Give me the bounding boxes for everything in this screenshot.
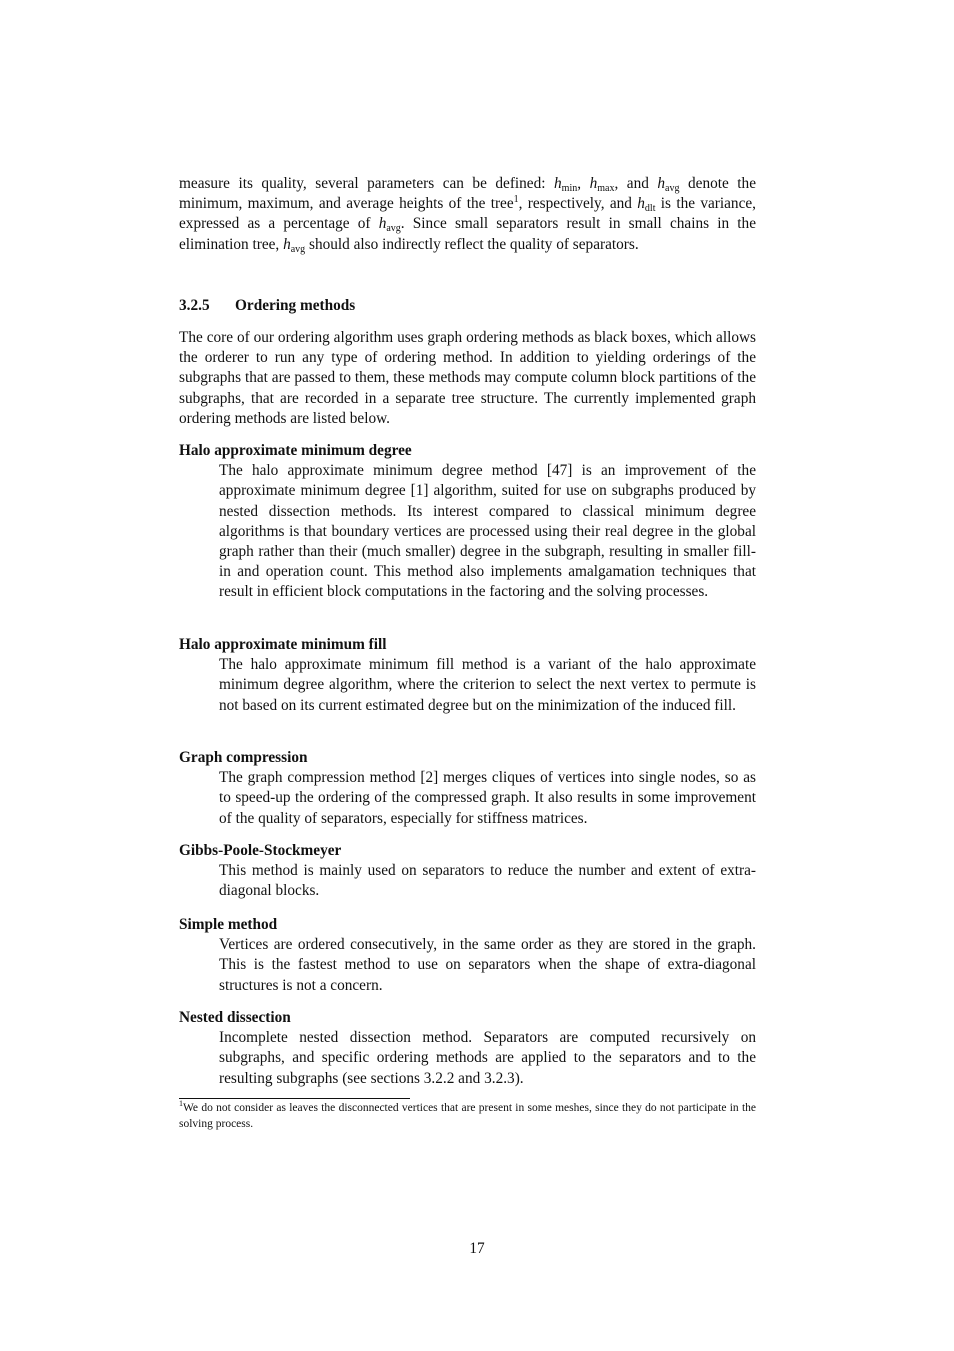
section-number: 3.2.5 xyxy=(179,297,210,314)
method-graph-compression xyxy=(179,748,756,829)
footnote-mark: 1 xyxy=(179,1099,183,1109)
method-term: Nested dissection xyxy=(179,1009,291,1026)
method-description: The graph compression method [2] merges cliques of vertices into single nodes, so as to speed-up the ordering of the compressed graph. It also results in some improvement of the quality of separators, especially for stiffness matrices. xyxy=(219,769,756,827)
intro-paragraph xyxy=(179,174,756,255)
method-term: Graph compression xyxy=(179,749,308,766)
method-term: Halo approximate minimum degree xyxy=(179,442,412,459)
method-description: The halo approximate minimum degree method [47] is an improvement of the approximate minimum degree [1] algorithm, suited for use on subgraphs produced by nested dissection methods. Its interest compared to classical minimum degree algorithms is that boundary vertices are processed using their real degree in the global graph rather than their (much smaller) degree in the subgraph, resulting in smaller fill-in and operation count. This method also implements amalgamation techniques that result in efficient block computations in the factoring and the solving processes. xyxy=(219,462,756,601)
method-description: This method is mainly used on separators to reduce the number and extent of extra-diagonal blocks. xyxy=(219,862,756,900)
method-description: Vertices are ordered consecutively, in the same order as they are stored in the graph. This is the fastest method to use on separators when the shape of extra-diagonal structures is not a concern. xyxy=(219,936,756,994)
section-body xyxy=(179,328,756,429)
section-heading xyxy=(179,297,355,315)
method-term: Halo approximate minimum fill xyxy=(179,636,387,653)
method-halo-amd xyxy=(179,441,756,603)
footnote-text: We do not consider as leaves the disconnected vertices that are present in some meshes, since they do not participate in the solving process. xyxy=(179,1102,756,1130)
method-halo-amf xyxy=(179,635,756,716)
footnote-marker: 1 xyxy=(513,194,519,206)
footnote xyxy=(179,1101,756,1133)
section-title: Ordering methods xyxy=(235,297,356,314)
method-description: Incomplete nested dissection method. Separators are computed recursively on subgraphs, and specific ordering methods are applied to the separators and to the resulting subgraphs (see sections 3.2.2 and 3.2.3). xyxy=(219,1029,756,1087)
intro-text: measure its quality, several parameters can be defined: $h_{min}$, $h_{max}$, and $h_{avg}$ denote the minimum, maximum, and average heights of the tree$^1$, respectively, and $h_{dlt}$ is the variance, expressed as a percentage of $h_{avg}$. Since small separators result in small chains in the elimination tree, $h_{avg}$ should also indirectly reflect the quality of separators. xyxy=(179,175,756,255)
method-gibbs-poole-stockmeyer xyxy=(179,841,756,902)
page-number: 17 xyxy=(469,1240,485,1257)
method-simple xyxy=(179,915,756,996)
method-term: Gibbs-Poole-Stockmeyer xyxy=(179,842,342,859)
method-description: The halo approximate minimum fill method is a variant of the halo approximate minimum degree algorithm, where the criterion to select the next vertex to permute is not based on its current estimated degree but on the minimization of the induced fill. xyxy=(219,656,756,714)
section-paragraph: The core of our ordering algorithm uses graph ordering methods as black boxes, which allows the orderer to run any type of ordering method. In addition to yielding orderings of the subgraphs that are passed to them, these methods may compute column block partitions of the subgraphs, that are recorded in a separate tree structure. The currently implemented graph ordering methods are listed below. xyxy=(179,329,756,427)
footnote-rule xyxy=(179,1098,410,1099)
method-term: Simple method xyxy=(179,916,278,933)
method-nested-dissection xyxy=(179,1008,756,1089)
